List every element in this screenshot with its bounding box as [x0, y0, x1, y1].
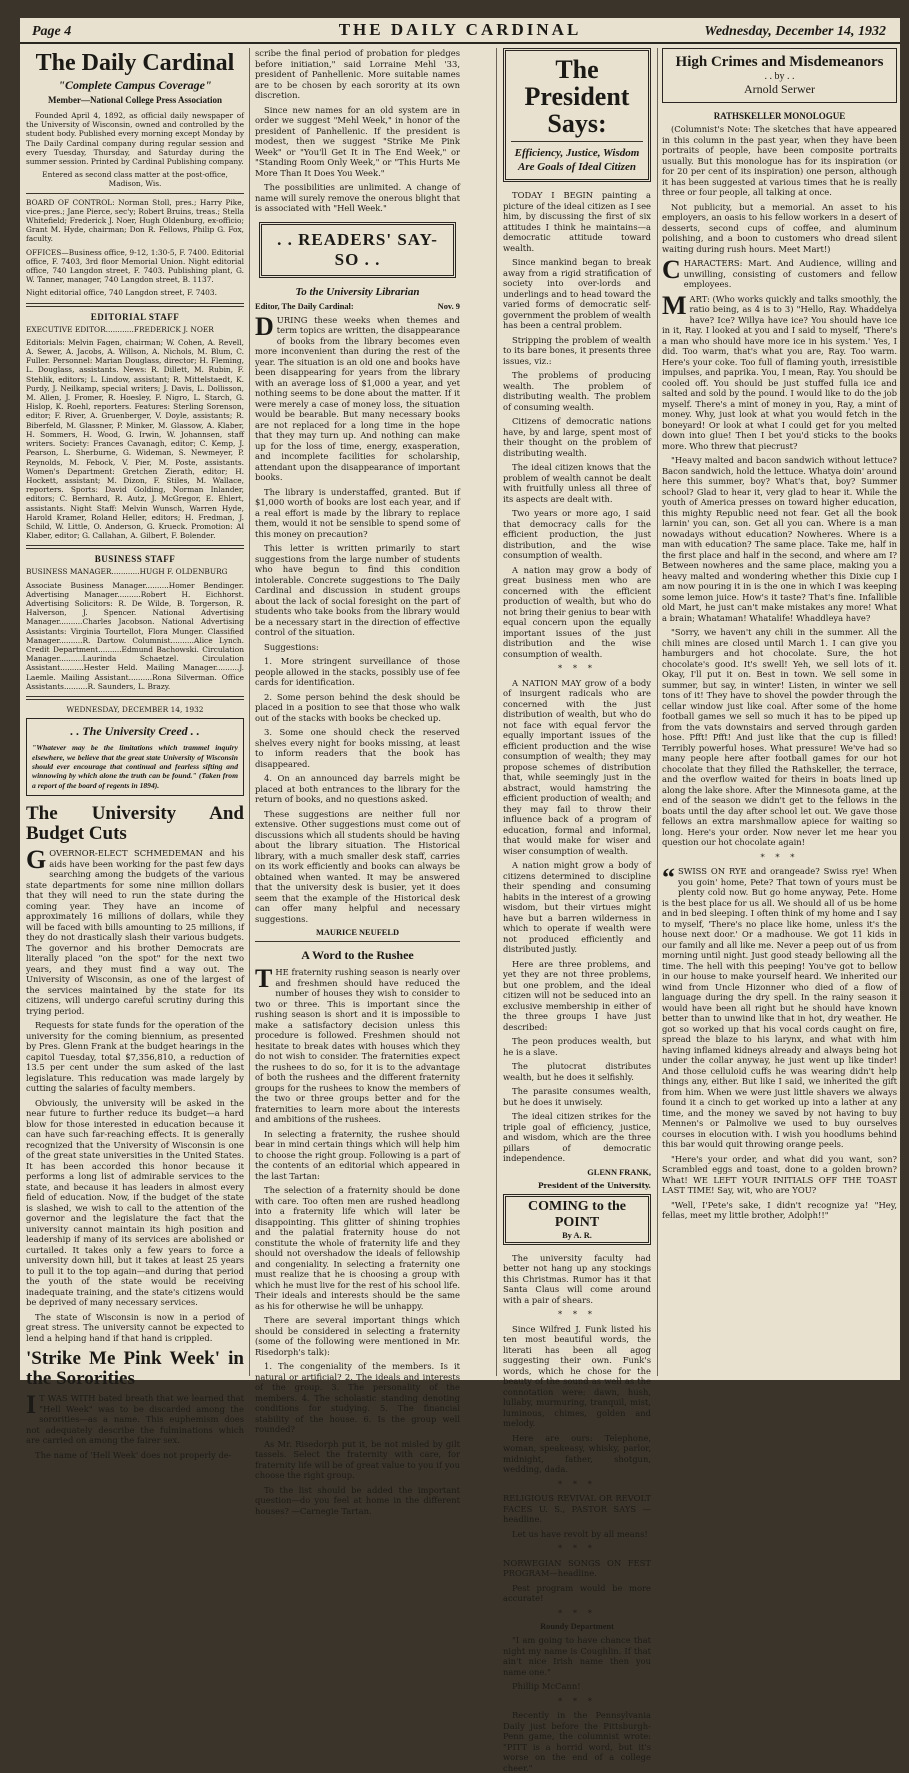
- letter-paragraph: DURING these weeks when themes and term topics are written, the disappearance of books from the library becomes even more inconvenient than during the rest of the year. The situation is an old one and books have been disappearing for years from the library with an average loss of $1,000 a year, and yet nothing seems to be done about the matter. If it were merely a case of money loss, the situation would be bearable. But many necessary books are not replaced for a long time in the hope that they may turn up. And nothing can make up for the loss of time, energy, exasperation, and incomplete facilities for scholarship, attendant upon the disappearance of important books.: [255, 311, 460, 482]
- president-paragraph: TODAY I BEGIN painting a picture of the ideal citizen as I see him, by discussing the first of six attitudes I think he maintains—a democratic attitude toward wealth.: [503, 190, 651, 253]
- rushee-list: 1. The congeniality of the members. Is it natural or artificial? 2. The ideals and interests of the group. 3. The personality of the members. 4. The scholastic standing denoting conditions for studying. 5. The financial stability of the house. 6. Is the group well rounded?: [255, 1361, 460, 1434]
- section-stars: * * *: [558, 663, 596, 673]
- masthead: [20, 18, 900, 44]
- president-title: President of the University.: [537, 1180, 651, 1190]
- column-rule: [249, 48, 250, 1376]
- postal-notice: Entered as second class matter at the post-office, Madison, Wis.: [42, 170, 228, 189]
- column-byline: By A. R.: [562, 1230, 592, 1240]
- drop-cap: T: [255, 964, 273, 993]
- president-paragraph: The problems of producing wealth. The problem of distributing wealth. The problem of consuming wealth.: [503, 370, 651, 412]
- section-stars: * * *: [558, 1695, 596, 1706]
- dateline: WEDNESDAY, DECEMBER 14, 1932: [66, 704, 204, 714]
- column-4: [662, 48, 897, 1378]
- divider: [26, 193, 244, 194]
- monologue-paragraph: "Well, I'Pete's sake, I didn't recognize ya! "Hey, fellas, meet my little brother, Adolph!!": [662, 1199, 897, 1220]
- president-paragraph: A nation might grow a body of citizens determined to discipline their spending and consuming habits in the interest of a growing wisdom, but their virtues might have but a barren wilderness in which to operate if wealth were not produced efficiently and distributed justly.: [503, 860, 651, 954]
- monologue-paragraph: "Heavy malted and bacon sandwich without lettuce? Bacon sandwich, hold the lettuce. Whatya doin' around here this summer, boy? What's that, boy? Summer school? Glad to hear it, very glad to hear it. While the youth of America presses on toward higher education, this mighty Republic need not fear. Get all the book larnin' you can, son. Get all you can. Where is a man nowadays without education? Nowheres. Where is a man with education? The same place. Take me, half in the first place and half in the second, and where am I? Between nowheres and the same place, making you a heavy malted and wondering whether this Dixie cup I am now pouring it in is the one in which I was keeping some lemon juice. How's it taste? That's fine. Infallible old Mart, he just can't make mistakes any more! What a brain; Whataman! Whatalife! Whaddleya have?: [662, 455, 897, 623]
- newspaper-page: [20, 18, 900, 1773]
- letter-paragraph: These suggestions are neither full nor extensive. Other suggestions must come out of discussions which all students should be having about the library situation. The Historical library, with a much smaller desk staff, carries on its work efficiently and books can always be obtained when wanted. It may be answered that the university desk is busier, yet it does seem that the example of the Historical desk can offer many helpful and necessary suggestions.: [255, 808, 460, 924]
- paper-name: The Daily Cardinal: [35, 50, 235, 76]
- monologue-paragraph: “ SWISS ON RYE and orangeade? Swiss rye! When you goin' home, Pete? That town of yours must be plenty cold now. But go home anyway, Pete. Home is the best place for us all. We should all of us be home and in bed sleeping. I often think of my home and I say to myself, 'There's no place like home, unless it's the house next door.' Or a madhouse. We got 11 kids in our family and all like me. Never a peep out of us from morning until night. Just good steady bellowing all the time. The hell with this peeping! You've got to bellow in our house to make yourself heard. We inherited our wind from Uncle Hizonner who died of a flow of language during the dry spell. In the rainy season it would have been all right but he should have known better than to unwind like that in hot, dry weather. He got so worked up that his vocal cords caught on fire, spread the blaze to his larynx, and what with him having inflamed kidneys already and always being hot under the collar anyway, he just went up like tinder! And those celluloid cuffs he was wearing didn't help things any, either. But like I said, we inherited the gift from him. When we were just little shavers we always found it a cinch to get worked up into a lather at any time, and the money we saved by not having to buy Mennen's or Palmolive we used to buy ourselves courses in elocution with. I wish you hoodlums behind this bar would quit throwing orange peels.: [662, 863, 897, 1149]
- columnist-note: (Columnist's Note: The sketches that have appeared in this column in the past year, when they have been portraits of people, have been composite portraits usually. But this monologue has for its inspiration (or for 20 per cent of its inspiration) one person, although it has been suggested at various times that he is really three or four people, all talking at once.: [662, 124, 897, 197]
- executive-editor: EXECUTIVE EDITOR............FREDERICK J. NOER: [26, 324, 214, 334]
- drop-cap: C: [662, 255, 681, 284]
- rushee-paragraph: There are several important things which should be considered in selecting a fraternity (some of the following were mentioned in Mr. Risedorph's talk):: [255, 1315, 460, 1357]
- president-says-box: [503, 48, 651, 182]
- editorial-staff-heading: EDITORIAL STAFF: [90, 311, 180, 322]
- sorority-paragraph: The name of 'Hell Week' does not properly de-: [35, 1449, 232, 1460]
- membership-line: Member—National College Press Association: [47, 95, 223, 105]
- business-staff-list: Associate Business Manager..........Homer Bendinger. Advertising Manager..........Robert H. Eichhorst. Advertising Solicitors: R. De Wilde, B. Torgerson, R. Halverson, J. Spencer. National Advertising Manager..........Charles Jacobson. National Advertising Assistants: Virginia Tourtellot, Flora Munger. Classified Manager..........R. Dartow. Columnist..........Alice Lynch. Credit Department..........Edmund Bachowski. Circulation Manager..........Laurinda Schaetzel. Circulation Assistant..........Hester Held. Mailing Manager..........J. Laemle. Mailing Assistant..........Rona Silverman. Office Assistants..........R. Saunders, L. Brazy.: [26, 580, 244, 691]
- creed-text: "Whatever may be the limitations which trammel inquiry elsewhere, we believe that the great state University of Wisconsin should ever encourage that continual and fearless sifting and winnowing by which alone the truth can be found." (Taken from a report of the board of regents in 1894).: [32, 743, 238, 790]
- president-paragraph: Two years or more ago, I said that democracy calls for the efficient production, the just distribution, and the wise consumption of wealth.: [503, 508, 651, 560]
- point-paragraph: Since Wilfred J. Funk listed his ten most beautiful words, the literati has been all agog suggesting their own. Funk's words, which he chose for the beauty of the sound as well as the connotation were: dawn, hush, lullaby, murmuring, tranquil, mist, luminous, chimes, golden and melody.: [503, 1323, 651, 1429]
- president-paragraph: A nation may grow a body of great business men who are concerned with the efficient production of wealth, but who do not bring their genius to bear with equal concern upon the equally important issues of the just distribution and the wise consumption of wealth.: [503, 564, 651, 659]
- offices: OFFICES—Business office, 9-12, 1:30-5, F. 7400. Editorial office, F. 7403, 3rd floor Memorial Union. Night editorial office, 740 Langdon street, F. 7403. Publishing plant, G. W. Tanner, manager, 740 Langdon street, B. 1137.: [26, 247, 244, 285]
- divider: [511, 141, 643, 142]
- rushee-paragraph: To the list should be added the important question—do you feel at home in the different houses? —Carnegie Tartan.: [255, 1484, 460, 1516]
- rushee-paragraph: As Mr. Risedorph put it, be not misled by gilt tassels. Select the fraternity with care, for fraternity life will be of great value to you if you choose the right group.: [255, 1438, 460, 1480]
- point-paragraph: Here are ours: Telephone, woman, speakeasy, whisky, parlor, midnight, father, shotgun, wedding, dada.: [503, 1432, 651, 1475]
- president-paragraph: The parasite consumes wealth, but he does it unwisely.: [503, 1086, 651, 1107]
- budget-paragraph: GOVERNOR-ELECT SCHMEDEMAN and his aids have been working for the past few days searching among the budgets of the various state departments for some nine million dollars that they will need to run the state during the coming year. They have an income of approximately 16 millions of dollars, while they will be faced with bills amounting to 25 millions, if they do not drastically slash their various budgets. The governor and his brother Democrats are literally placed "on the spot" for the next two years, and they must find a way out. The University of Wisconsin, as one of the largest of the services maintained by the state for its citizens, will undergo careful scrutiny during this trying period.: [26, 845, 244, 1016]
- budget-paragraph: Requests for state funds for the operation of the university for the coming biennium, as presented by Pres. Glenn Frank at the budget hearings in the capitol Tuesday, total $7,356,810, a reduction of 13.5 per cent under the sum asked of the last legislature. This reducation was made largely by cutting the salaries of faculty members.: [26, 1020, 244, 1094]
- columnist-note: Not publicity, but a memorial. An asset to his employers, an oasis to his fellow workers in a desert of desserts, second cups of coffee, and aluminum polishing, and a boon to customers who dread silent waiting during rush hours. Meet Mart!): [662, 201, 897, 254]
- monologue-paragraph: "Sorry, we haven't any chili in the summer. All the chili mines are closed until March 1. I can give you hamburgers and hot chocolate. Sure, the hot chocolate's good. It's swell! Yeh, we sell lots of it. Okay, I'll put it on. Best in town. We sell some in summer, but say, in winter! Listen, in winter we sell tons of it! They have to shovel the powder through the cellar window just like coal. After some of the home football games we sell so much it has to be piped up from the vats downstairs and served through garden hose. Pfft! Pfft! And just like that the cup is filled! Terribly powerful hoses. What pressure! We've had so many people here after football games for our hot chocolate that they filled the Rathskeller, the terrace, and the overflow waited for theirs in boats lined up along the lake shore. After the Minnesota game, at the end of the season we didn't get to the fellows in the boats until the day after school let out. We gave those fellows an extra marshmallow apiece for waiting so long. Here's your order. Now never let me hear you question our hot chocolate again!: [662, 627, 897, 847]
- sorority-paragraph: I T WAS WITH bated breath that we learned that "Hell Week" was to be discarded among the sororities—as a name. This euphemism does not adequately describe the fulminations which are carried on among the fairer sex.: [26, 1390, 244, 1446]
- column-3: [503, 48, 651, 1773]
- budget-headline: The University And Budget Cuts: [26, 803, 244, 845]
- rushee-paragraph: In selecting a fraternity, the rushee should bear in mind certain things which will help him to choose the right group. Following is a part of the contents of an editorial which appeared in the last Tartan:: [255, 1128, 460, 1181]
- letter-headline: To the University Librarian: [295, 285, 420, 298]
- characters-paragraph: CHARACTERS: Mart. And Audience, willing and unwilling, consisting of customers and fellow employees.: [662, 255, 897, 289]
- high-crimes-box: [662, 48, 897, 103]
- letter-signature: MAURICE NEUFELD: [315, 928, 400, 937]
- university-creed-box: [26, 718, 244, 796]
- editorial-staff-list: Editorials: Melvin Fagen, chairman; W. Cohen, A. Revell, A. Sewer, A. Jacobs, A. Willson, A. Nichols, M. Blum, C. Fuller. Personnel: Marian Douglass, director; H. Fleming, L. Douglass, assistants. News: R. Dillett, M. Rubin, F. Stehlik, editors; L. Lindow, assistant; R. Mittelstaedt, K. Purdy, J. Neilkamp, special writers; J. Davis, L. Dollisson, M. Allen, J. Fromer, R. Hoesley, F. Nigro, L. Starch, G. Hislop, K. Roehl, reporters. Features: Sterling Sorenson, editor; F. River, A. Gruenberger, V. Doyle, assistants; R. Biberfeld, M. Glassner, P. Minker, M. Glassow, A. Klaber, H. Sommers, H. Wood, G. Irwin, W. Johannsen, staff writers. Society: Frances Cavanagh, editor; C. Kemp, J. Pearson, L. Sherburne, G. Wideman, S. Newmeyer, P. Reynolds, M. Febock, V. Pier, M. Poste, assistants. Women's Department: Gretchen Zierath, editor; H. Hockett, assistant; M. Dizon, F. Stiles, M. Wallace, reporters. Sports: David Golding, Norman Inlander, editors; C. Bernhard, R. Autz, J. McGregor, E. Ehlert, assistants. Night Staff: Melvin Wunsch, Warren Hyde, Harold Kramer, Roland Heller, editors; H. Fredman, J. Schild, W. Little, O. Anderson, G. Krueck. Promotion: Al Klaber, editor; G. Callahan, A. Gilbert, F. Bolender.: [26, 337, 244, 541]
- section-stars: * * *: [558, 1309, 596, 1320]
- president-signature: GLENN FRANK,: [587, 1167, 651, 1177]
- monologue-paragraph: MART: (Who works quickly and talks smoothly, the ratio being, as 4 is to 3) "Hello, Ray. Whaddelya have? Ice? Willya have ice? You should have ice in it, Ray. I looked at you and I said to myself, 'There's a man who should have more ice in his system.' Yes, I did. Too warm, that's what you are, Ray. Too warm. Here's your coke. Too full of flaming youth, irresistible impulses, and paprika. You, I mean, Ray. You should be cooled off. You should be just stuffed fulla ice and salted and sold by the pound. I would like to do the job myself. There's a mint of money in you, Ray, a mint of money. Why, just look at what you would fetch in the boneyard! Or look at what I could get for you melted down into glue! Then I bet you'd sticks to the books more. Who threw that piecrust?: [662, 290, 897, 451]
- rushee-paragraph: THE fraternity rushing season is nearly over and freshmen should have reduced the number of houses they wish to consider to two or three. This is important since the rushing season is short and it is impossible to make a satisfactory decision unless this procedure is followed. Freshmen should not hesitate to break dates with houses which they do not wish to consider. The fraternities expect the rushees to do so, for it is to the advantage of both the rushees and the different fraternity groups for the rushees to know the members of the two or three groups better and for the fraternities to learn more about the interests and ambitions of the rushees.: [255, 964, 460, 1124]
- president-paragraph: The plutocrat distributes wealth, but he does it selfishly.: [503, 1061, 651, 1082]
- sorority-continued: The possibilities are unlimited. A change of name will surely remove the onerous blight that is associated with "Hell Week.": [255, 182, 460, 213]
- letter-paragraph: 4. On an announced day barrels might be placed at both entrances to the library for the return of books, and no questions asked.: [255, 773, 460, 804]
- drop-cap: “: [662, 863, 675, 892]
- rushee-headline: A Word to the Rushee: [301, 948, 414, 962]
- letter-paragraph: 3. Some one should check the reserved shelves every night for books missing, at least to inform readers that the book has disappeared.: [255, 727, 460, 769]
- point-paragraph: NORWEGIAN SONGS ON FEST PROGRAM—headline.: [503, 1557, 651, 1579]
- byline-label: . . by . .: [764, 71, 795, 82]
- column-2: [255, 48, 460, 1516]
- creed-title: . . The University Creed . .: [70, 724, 200, 739]
- issue-date: Wednesday, December 14, 1932: [704, 24, 886, 39]
- point-paragraph: Phillip McCann!: [512, 1681, 581, 1692]
- monologue-title: RATHSKELLER MONOLOGUE: [713, 111, 846, 121]
- newspaper-title: THE DAILY CARDINAL: [338, 20, 582, 39]
- president-paragraph: Citizens of democratic nations have, by and large, spent most of their thought on the problem of distributing wealth.: [503, 416, 651, 458]
- column-1: [26, 48, 244, 1460]
- monologue-paragraph: "Here's your order, and what did you want, son? Scrambled eggs and toast, done to a golden brown? What! WE LEFT YOUR INITIALS OFF THE TOAST LAST TIME! Say, wit, who are YOU?: [662, 1153, 897, 1195]
- president-paragraph: The peon produces wealth, but he is a slave.: [503, 1036, 651, 1057]
- sorority-continued: scribe the final period of probation for pledges before initiation," said Lorraine Mehl '33, president of Panhellenic. More suitable names are to be chosen by each sorority at its own discretion.: [255, 48, 460, 100]
- column-rule: [657, 48, 658, 1376]
- point-paragraph: Recently in the Pennsylvania Daily just before the Pittsburgh-Penn game, the columnist wrote: "PITT is a horrid word, but it's worse on the end of a college cheer.": [503, 1710, 651, 1773]
- letter-salutation: Editor, The Daily Cardinal: Nov. 9: [255, 301, 460, 311]
- coming-to-the-point-title: COMING to the POINT: [528, 1198, 626, 1230]
- president-paragraph: Since mankind began to break away from a rigid stratification of society into over-lords and underlings and to head toward the varied forms of democratic self-government the problem of wealth has been a central problem.: [503, 257, 651, 330]
- president-paragraph: The ideal citizen knows that the problem of wealth cannot be dealt with fruitfully unless all three of its aspects are dealt with.: [503, 462, 651, 504]
- founded-notice: Founded April 4, 1892, as official daily newspaper of the University of Wisconsin, owned and controlled by the student body. Published every morning except Monday by The Daily Cardinal company during regular session and every Tuesday, Thursday, and Saturday during the summer session. Printed by Cardinal Publishing company.: [26, 111, 244, 167]
- president-paragraph: Here are three problems, and yet they are not three problems, but one problem, and the ideal citizen will not be seduced into an exclusive membership in either of the three groups I have just described:: [503, 958, 651, 1032]
- rushee-paragraph: The selection of a fraternity should be done with care. Too often men are rushed headlong into a fraternity life which will later be disappointing. This glitter of shining trophies and the palatial fraternity house do not constitute the whole of fraternity life and they should not overshadow the ideals of fellowship and congeniality. In selecting a fraternity one must realize that he is choosing a group with which he must live for the rest of his school life. Their ideals and interests should be the same as his for otherwise he will be unhappy.: [255, 1185, 460, 1311]
- president-paragraph: The ideal citizen strikes for the triple goal of efficiency, justice, and wisdom, which are the three pillars of democratic independence.: [503, 1111, 651, 1163]
- paper-slogan: "Complete Campus Coverage": [58, 78, 212, 92]
- point-paragraph: "I am going to have chance that night my name is Coughlin. If that ain't nice Irish name then you name one.": [503, 1635, 651, 1677]
- point-paragraph: Let us have revolt by all means!: [512, 1528, 648, 1539]
- drop-cap: M: [662, 290, 687, 320]
- section-stars: * * *: [558, 1543, 596, 1554]
- point-paragraph: RELIGIOUS REVIVAL OR REVOLT FACES U. S., PASTOR SAYS —headline.: [503, 1493, 651, 1525]
- president-says-title: The President Says:: [524, 55, 630, 138]
- sorority-continued: Since new names for an old system are in order we suggest "Mehl Week," in honor of the president of Panhellenic. If the president is modest, then we suggest "Strike Me Pink Week" or "You'll Get It in The End Week," or "Standing Room Only Week," or "This Hurts Me More Than It Does You Week.": [255, 104, 460, 178]
- business-staff-heading: BUSINESS STAFF: [94, 554, 176, 565]
- sorority-headline: 'Strike Me Pink Week' in the Sororities: [26, 1348, 244, 1390]
- readers-say-so-banner: . . READERS' SAY-SO . .: [259, 222, 456, 278]
- letter-paragraph: 2. Some person behind the desk should be placed in a position to see that those who walk out of the stacks with books be checked up.: [255, 691, 460, 723]
- letter-paragraph: Suggestions:: [264, 641, 319, 652]
- letter-paragraph: 1. More stringent surveillance of those people allowed in the stacks, possibly use of fee cards for identification.: [255, 656, 460, 687]
- coming-to-the-point-box: [503, 1194, 651, 1245]
- night-office: Night editorial office, 740 Langdon street, F. 7403.: [26, 288, 217, 298]
- high-crimes-title: High Crimes and Misdemeanors: [675, 54, 884, 70]
- point-paragraph: Pest program would be more accurate!: [503, 1582, 651, 1604]
- author-name: Arnold Serwer: [744, 82, 815, 96]
- divider: [26, 545, 244, 549]
- section-stars: * * *: [558, 1478, 596, 1489]
- president-says-subtitle: Efficiency, Justice, Wisdom Are Goals of Ideal Citizen: [514, 147, 640, 173]
- point-subhead: Roundy Department: [540, 1622, 614, 1632]
- section-stars: * * *: [558, 1607, 596, 1618]
- drop-cap: D: [255, 311, 274, 341]
- president-paragraph: Stripping the problem of wealth to its bare bones, it presents three issues, viz.:: [503, 334, 651, 366]
- budget-paragraph: The state of Wisconsin is now in a period of great stress. The university cannot be expected to lend a helping hand if that hand is crippled.: [26, 1311, 244, 1343]
- business-manager: BUSINESS MANAGER............HUGH F. OLDENBURG: [26, 567, 228, 577]
- letter-paragraph: This letter is written primarily to start suggestions from the large number of students who have begun to find this condition intolerable. Concrete suggestions to The Daily Cardinal and discussion in student groups about the lack of social foresight on the part of students who take books from the library would be a necessary start in the direction of effective control of the situation.: [255, 543, 460, 637]
- divider: [26, 696, 244, 700]
- page-number: Page 4: [32, 24, 72, 39]
- section-stars: * * *: [760, 851, 799, 862]
- divider: [26, 303, 244, 307]
- divider: [255, 941, 460, 942]
- column-rule: [496, 48, 497, 1376]
- drop-cap: G: [26, 845, 47, 875]
- president-paragraph: A NATION MAY grow of a body of insurgent radicals who are concerned with the just distribution of wealth, but who do not face with equal fervor the equally important issues of the efficient production and the wise consumption of wealth; they may propose schemes of distribution that, while seemingly just in the abstract, would hamstring the efficient production of wealth; and they may fail to throw their influence back of a program of education, formal and informal, that would make for wiser and wiser consumption of wealth.: [503, 677, 651, 856]
- point-paragraph: The university faculty had better not hang up any stockings this Christmas. Rumor has it that Santa Claus will come around with a pair of shears.: [503, 1252, 651, 1305]
- letter-paragraph: The library is understaffed, granted. But if $1,000 worth of books are lost each year, and if a real effort is made by the library to replace them, would it not be sensible to spend some of this money on precaution?: [255, 486, 460, 539]
- drop-cap: I: [26, 1390, 37, 1420]
- budget-paragraph: Obviously, the university will be asked in the near future to further reduce its budget—a hard blow for those interested in education because it can have such far-reaching effects. It is generally recognized that the University of Wisconsin is one of the great state universities in the United States. It has been accorded this honor because it performs a long list of admirable services to the state, and because it has leaders in almost every field of education. Now, if the budget of the state is slashed, we wish to call to the attention of the governor and the legislature the fact that the university cannot maintain its high position and leadership if many of its services are abolished or curtailed. It takes only a few years to force a university down hill, but it takes at least 25 years to pull it to the top again—and during that period the youth of the state would be receiving inadequate training, and the state's citizens would be deprived of many necessary services.: [26, 1097, 244, 1308]
- board-of-control: BOARD OF CONTROL: Norman Stoll, pres.; Harry Pike, vice-pres.; Jane Pierce, sec'y; Robert Bruins, treas.; Stella Whitefield; Frederick J. Noer, Hugh Oldenburg, ex-officio; Grant M. Hyde, chairman; Don R. Fellows, Philip G. Fox, faculty.: [26, 197, 244, 244]
